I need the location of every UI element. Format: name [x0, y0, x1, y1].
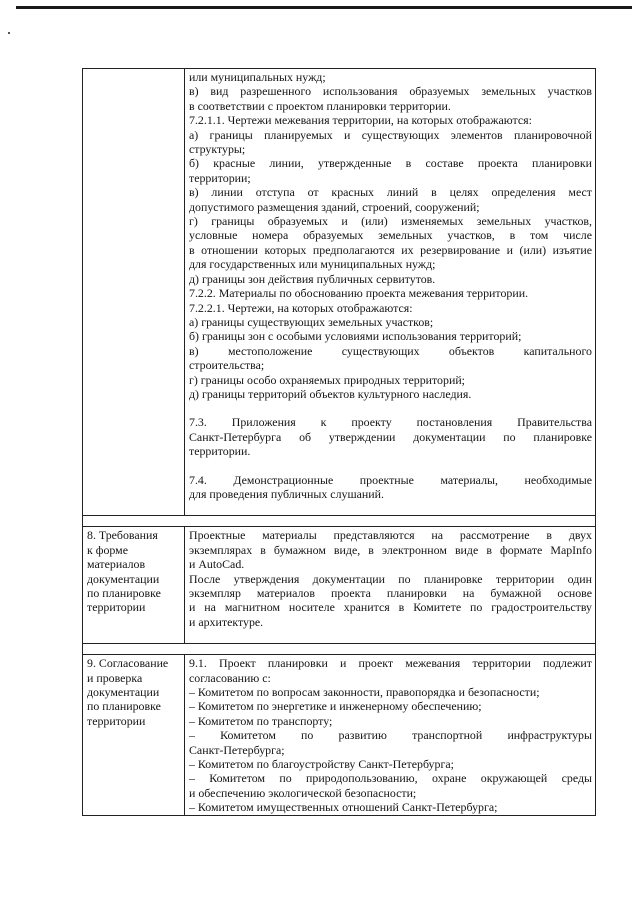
text-line: или муниципальных нужд;: [189, 70, 326, 84]
paragraph: [189, 473, 592, 502]
row-label-line: материалов: [87, 557, 146, 572]
text-line: и AutoCad.: [189, 557, 245, 572]
text-line: 7.2.2. Материалы по обоснованию проекта межевания территории.: [189, 286, 529, 301]
text-line: После утверждения документации по планировке территории один: [189, 571, 592, 586]
row-content-cell: [185, 655, 596, 815]
row-label-line: документации: [87, 571, 160, 586]
text-line: для государственных или муниципальных нужд;: [189, 257, 436, 272]
paragraph: [189, 156, 592, 185]
row-label-cell: [83, 655, 185, 815]
text-line: Санкт-Петербурга об утверждении документации по планировке: [189, 429, 592, 444]
row-content-cell: [185, 527, 596, 644]
text-line: в отношении которых предполагаются их резервирование и (или) изъятие: [189, 242, 592, 257]
paragraph: [189, 415, 592, 458]
text-line: д) границы территорий объектов культурного наследия.: [189, 386, 472, 401]
text-line: и на магнитном носителе хранится в Комитете по градостроительству: [189, 600, 592, 615]
row-label-cell: [83, 69, 185, 516]
text-line: в соответствии с проектом планировки территории.: [189, 98, 451, 113]
row-gap: [83, 516, 596, 527]
row-label-cell: [83, 527, 185, 644]
text-line: – Комитетом по развитию транспортной инфраструктуры: [189, 728, 592, 743]
text-line: а) границы планируемых и существующих элементов планировочной: [189, 127, 592, 142]
paragraph-spacer: [189, 501, 592, 515]
text-line: и обеспечению экологической безопасности;: [189, 785, 417, 800]
text-line: согласованию с:: [189, 670, 271, 685]
text-line: – Комитетом по вопросам законности, правопорядка и безопасности;: [189, 685, 540, 700]
paragraph: [189, 214, 592, 272]
text-line: экземпляр материалов проекта планировки на бумажной основе: [189, 586, 592, 600]
scan-speck: [8, 32, 10, 34]
paragraph: [189, 714, 592, 728]
paragraph-spacer: [189, 401, 592, 415]
row-label-line: и проверка: [87, 670, 143, 685]
text-line: 9.1. Проект планировки и проект межевания территории подлежит: [189, 656, 592, 671]
paragraph: [189, 113, 592, 127]
paragraph: [189, 800, 592, 814]
text-line: д) границы зон действия публичных сервитутов.: [189, 271, 436, 286]
paragraph: [189, 185, 592, 214]
text-line: а) границы существующих земельных участков;: [189, 314, 434, 329]
paragraph: [189, 315, 592, 329]
text-line: структуры;: [189, 142, 246, 157]
row-label-line: по планировке: [87, 586, 161, 600]
text-line: и архитектуре.: [189, 614, 264, 629]
paragraph: [189, 272, 592, 286]
text-line: – Комитетом по благоустройству Санкт-Петербурга;: [189, 757, 454, 772]
paragraph: [189, 656, 592, 685]
text-line: в) линии отступа от красных линий в целях определения мест: [189, 185, 592, 200]
text-line: территории.: [189, 444, 251, 459]
requirements-table: [82, 68, 596, 816]
text-line: строительства;: [189, 358, 265, 373]
text-line: – Комитетом имущественных отношений Санкт-Петербурга;: [189, 800, 498, 815]
paragraph: [189, 387, 592, 401]
paragraph: [189, 344, 592, 373]
text-line: б) красные линии, утвержденные в составе проекта планировки: [189, 156, 592, 171]
text-line: Проектные материалы представляются на рассмотрение в двух: [189, 528, 592, 543]
paragraph-spacer: [189, 459, 592, 473]
paragraph: [189, 685, 592, 699]
paragraph: [189, 572, 592, 630]
text-line: б) границы зон с особыми условиями использования территорий;: [189, 329, 522, 344]
paragraph: [189, 528, 592, 571]
text-line: в) вид разрешенного использования образуемых земельных участков: [189, 84, 592, 99]
text-line: г) границы образуемых и (или) изменяемых земельных участков,: [189, 214, 592, 229]
paragraph: [189, 771, 592, 800]
table-row: [83, 69, 596, 516]
row-label-line: территории: [87, 600, 146, 615]
text-line: Санкт-Петербурга;: [189, 742, 285, 757]
paragraph: [189, 373, 592, 387]
paragraph: [189, 84, 592, 113]
row-label-line: документации: [87, 685, 160, 700]
text-line: 7.3. Приложения к проекту постановления Правительства: [189, 415, 592, 430]
text-line: экземплярах в бумажном виде, в электронном виде в формате MapInfo: [189, 542, 592, 557]
row-label-line: по планировке: [87, 699, 161, 714]
paragraph: [189, 728, 592, 757]
row-label-line: к форме: [87, 542, 128, 557]
paragraph: [189, 329, 592, 343]
table-row: [83, 527, 596, 644]
text-line: – Комитетом по энергетике и инженерному обеспечению;: [189, 699, 482, 714]
text-line: г) границы особо охраняемых природных территорий;: [189, 372, 465, 387]
paragraph: [189, 128, 592, 157]
text-line: территории;: [189, 170, 251, 185]
row-label-line: территории: [87, 713, 146, 728]
text-line: – Комитетом по транспорту;: [189, 713, 333, 728]
text-line: 7.4. Демонстрационные проектные материалы, необходимые: [189, 472, 592, 487]
text-line: допустимого размещения зданий, строений, сооружений;: [189, 199, 480, 214]
text-line: в) местоположение существующих объектов капитального: [189, 343, 592, 358]
text-line: для проведения публичных слушаний.: [189, 486, 384, 501]
row-content-cell: [185, 69, 596, 516]
text-line: 7.2.2.1. Чертежи, на которых отображаются:: [189, 300, 413, 315]
table-row: [83, 655, 596, 815]
paragraph: [189, 699, 592, 713]
row-gap: [83, 644, 596, 655]
text-line: условные номера образуемых земельных участков, в том числе: [189, 228, 592, 243]
row-label-line: 8. Требования: [87, 528, 158, 543]
paragraph-spacer: [189, 629, 592, 643]
paragraph: [189, 757, 592, 771]
text-line: – Комитетом по природопользованию, охране окружающей среды: [189, 771, 592, 786]
paragraph: [189, 286, 592, 300]
row-label-line: 9. Согласование: [87, 656, 169, 671]
text-line: 7.2.1.1. Чертежи межевания территории, на которых отображаются:: [189, 113, 532, 128]
paragraph: [189, 70, 592, 84]
paragraph: [189, 301, 592, 315]
top-border-rule: [16, 6, 632, 9]
